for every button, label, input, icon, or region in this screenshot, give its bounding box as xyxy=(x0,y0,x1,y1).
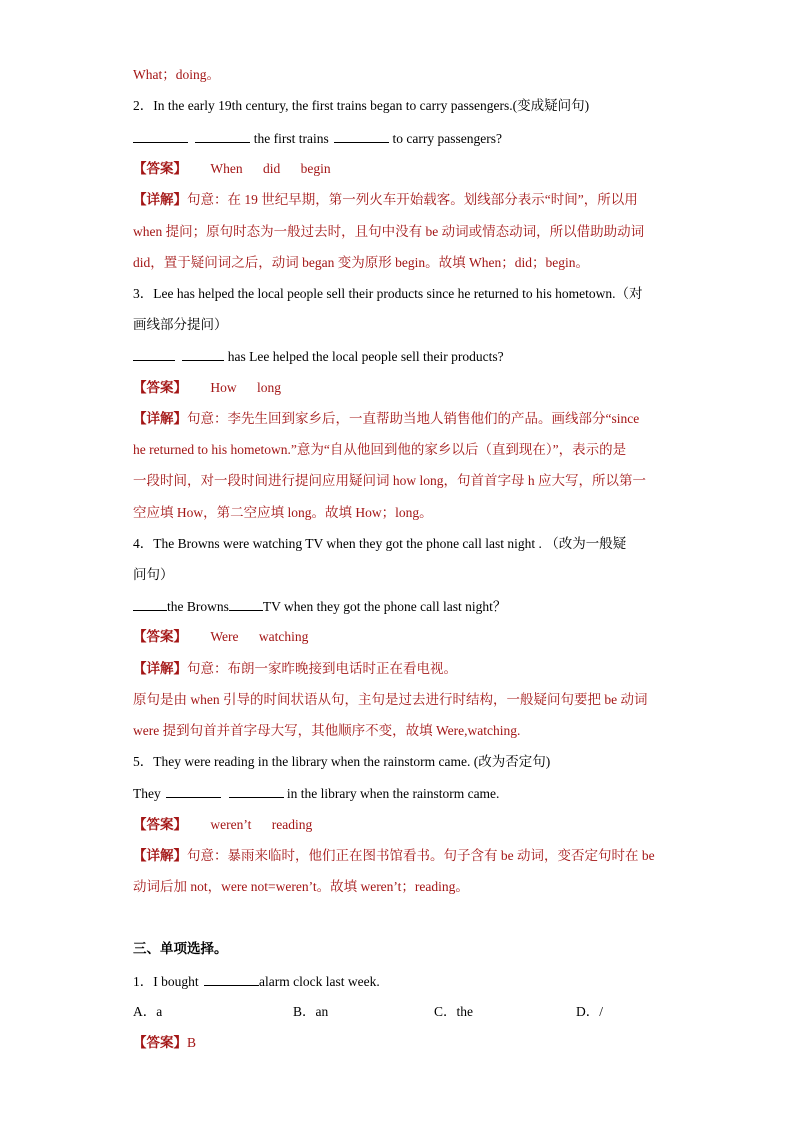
answer-value: weren’t xyxy=(210,817,252,832)
mc-question-1 xyxy=(133,972,380,991)
answer-value: Were xyxy=(210,629,239,644)
answer-5 xyxy=(133,816,312,834)
blank[interactable] xyxy=(229,597,263,611)
option-b[interactable]: B．an xyxy=(293,1004,329,1019)
text: the Browns xyxy=(167,599,229,614)
answer-value: reading xyxy=(271,817,313,832)
text: 句意：在 19 世纪早期，第一列火车开始载客。划线部分表示“时间”，所以用 xyxy=(187,192,638,207)
text-line: 空应填 How，第二空应填 long。故填 How；long。 xyxy=(133,505,433,520)
option-a[interactable]: A．a xyxy=(133,1004,163,1019)
blank[interactable] xyxy=(334,129,389,143)
text-line: he returned to his hometown.”意为“自从他回到他的家乡以后（直到现在）”，表示的是 xyxy=(133,442,627,457)
explanation-label: 【详解】 xyxy=(133,192,187,207)
question-4: 4．The Browns were watching TV when they got the phone call last night . （改为一般疑 xyxy=(133,536,627,551)
answer-value: B xyxy=(187,1035,197,1050)
answer-value: did xyxy=(262,161,281,176)
blank[interactable] xyxy=(195,129,250,143)
text: They xyxy=(133,786,161,801)
answer-label: 【答案】 xyxy=(133,1035,187,1050)
text-line: 动词后加 not，were not=weren’t。故填 weren’t；reading。 xyxy=(133,879,469,894)
text: 句意：李先生回到家乡后，一直帮助当地人销售他们的产品。画线部分“since xyxy=(187,411,640,426)
option-d[interactable]: D．/ xyxy=(576,1004,603,1019)
blank[interactable] xyxy=(229,784,284,798)
blank[interactable] xyxy=(133,347,175,361)
text-line: when 提问；原句时态为一般过去时，且句中没有 be 动词或情态动词，所以借助助动词 xyxy=(133,224,645,239)
question-3-blanks xyxy=(133,347,504,366)
question-4-blanks xyxy=(133,597,506,616)
answer-value: begin xyxy=(300,161,331,176)
text: TV when they got the phone call last night？ xyxy=(262,599,507,614)
text-line: What；doing。 xyxy=(133,67,220,82)
text-line: were 提到句首并首字母大写，其他顺序不变，故填 Were,watching. xyxy=(133,723,521,738)
answer-value: When xyxy=(210,161,243,176)
text: 句意：暴雨来临时，他们正在图书馆看书。句子含有 be 动词，变否定句时在 be xyxy=(187,848,655,863)
explanation-label: 【详解】 xyxy=(133,848,187,863)
text: in the library when the rainstorm came. xyxy=(286,786,500,801)
explanation-4 xyxy=(133,660,457,678)
answer-mc-1 xyxy=(133,1034,196,1052)
blank[interactable] xyxy=(204,972,259,986)
text-line: 一段时间，对一段时间进行提问应用疑问词 how long，句首首字母 h 应大写，所以第一 xyxy=(133,473,646,488)
question-2-blanks xyxy=(133,129,502,148)
text-line: 问句） xyxy=(133,567,174,582)
text: 句意：布朗一家昨晚接到电话时正在看电视。 xyxy=(187,661,457,676)
answer-label: 【答案】 xyxy=(133,161,187,176)
question-5: 5．They were reading in the library when the rainstorm came. (改为否定句) xyxy=(133,754,551,769)
answer-3 xyxy=(133,379,281,397)
text: to carry passengers? xyxy=(392,131,502,146)
explanation-2 xyxy=(133,191,638,209)
answer-label: 【答案】 xyxy=(133,380,187,395)
question-5-blanks xyxy=(133,784,499,803)
answer-label: 【答案】 xyxy=(133,629,187,644)
blank[interactable] xyxy=(166,784,221,798)
text-line: did，置于疑问词之后，动词 began 变为原形 begin。故填 When；did；begin。 xyxy=(133,255,589,270)
option-c[interactable]: C．the xyxy=(434,1004,473,1019)
answer-2 xyxy=(133,160,331,178)
blank[interactable] xyxy=(133,129,188,143)
answer-value: How xyxy=(210,380,237,395)
answer-label: 【答案】 xyxy=(133,817,187,832)
explanation-label: 【详解】 xyxy=(133,661,187,676)
explanation-3 xyxy=(133,410,639,428)
answer-4 xyxy=(133,628,308,646)
blank[interactable] xyxy=(182,347,224,361)
text: has Lee helped the local people sell their products? xyxy=(227,349,504,364)
text-line: 原句是由 when 引导的时间状语从句，主句是过去进行时结构，一般疑问句要把 be 动词 xyxy=(133,692,648,707)
answer-value: watching xyxy=(258,629,309,644)
text-line: 画线部分提问） xyxy=(133,317,228,332)
section-heading: 三、单项选择。 xyxy=(133,941,228,956)
explanation-5 xyxy=(133,847,655,865)
text: alarm clock last week. xyxy=(259,974,380,989)
explanation-label: 【详解】 xyxy=(133,411,187,426)
question-2: 2．In the early 19th century, the first trains began to carry passengers.(变成疑问句) xyxy=(133,98,590,113)
question-3: 3．Lee has helped the local people sell their products since he returned to his hometown.（对 xyxy=(133,286,643,301)
text: the first trains xyxy=(253,131,329,146)
answer-value: long xyxy=(257,380,282,395)
blank[interactable] xyxy=(133,597,167,611)
text: 1．I bought xyxy=(133,974,199,989)
